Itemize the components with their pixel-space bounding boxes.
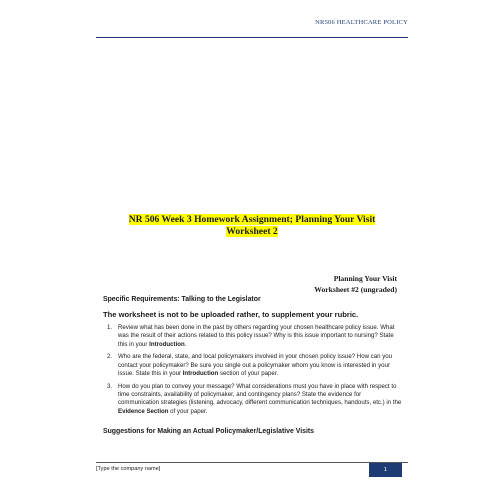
document-title [96, 214, 408, 238]
list-item-text: How do you plan to convey your message? What considerations must you have in place with respect to time constraints, availability of policymaker, and contingency plans? State the evidence for communication strategies (listening, advocacy, different communication techniques, handouts, etc.) in the [118, 382, 402, 407]
upload-notice: The worksheet is not to be uploaded rather, to supplement your rubric. [103, 310, 359, 319]
list-item-bold: Introduction [149, 340, 185, 348]
list-item [103, 353, 403, 378]
footer-company: [Type the company name] [96, 466, 161, 472]
worksheet-heading-line-2: Worksheet #2 (ungraded) [314, 284, 397, 294]
specific-requirements-heading: Specific Requirements: Talking to the Legislator [103, 296, 261, 303]
list-item-number: 3. [107, 382, 113, 390]
list-item-bold: Evidence Section [118, 407, 169, 415]
list-item-text: Review what has been done in the past by others regarding your chosen healthcare policy issue. What was the result of their actions related to this policy issue? Why is this issue important to nursing? State this in your [118, 324, 395, 348]
list-item [103, 383, 403, 416]
footer-rule [96, 462, 408, 463]
list-item-after: section of your paper. [218, 369, 279, 377]
title-line-2: Worksheet 2 [226, 226, 278, 237]
list-item-after: . [184, 340, 187, 348]
worksheet-heading-line-1: Planning Your Visit [333, 274, 397, 283]
title-line-1: NR 506 Week 3 Homework Assignment; Planning Your Visit [128, 214, 376, 225]
header-rule [96, 37, 408, 38]
list-item-bold: Introduction [182, 369, 219, 377]
requirements-list [103, 324, 403, 420]
list-item-text: Who are the federal, state, and local policymakers involved in your chosen policy issue? How can you contact your policymaker? Be sure you single out a policymaker whom you know is interested in your issue. State this in your [118, 353, 393, 377]
running-header: NR506 HEALTHCARE POLICY [315, 19, 408, 26]
worksheet-heading [314, 274, 397, 295]
page-number-badge: 1 [369, 463, 402, 477]
list-item-number: 2. [107, 353, 113, 361]
suggestions-heading: Suggestions for Making an Actual Policymaker/Legislative Visits [103, 428, 314, 435]
list-item-after: of your paper. [168, 407, 208, 415]
list-item-number: 1. [107, 324, 113, 331]
list-item [103, 324, 403, 349]
